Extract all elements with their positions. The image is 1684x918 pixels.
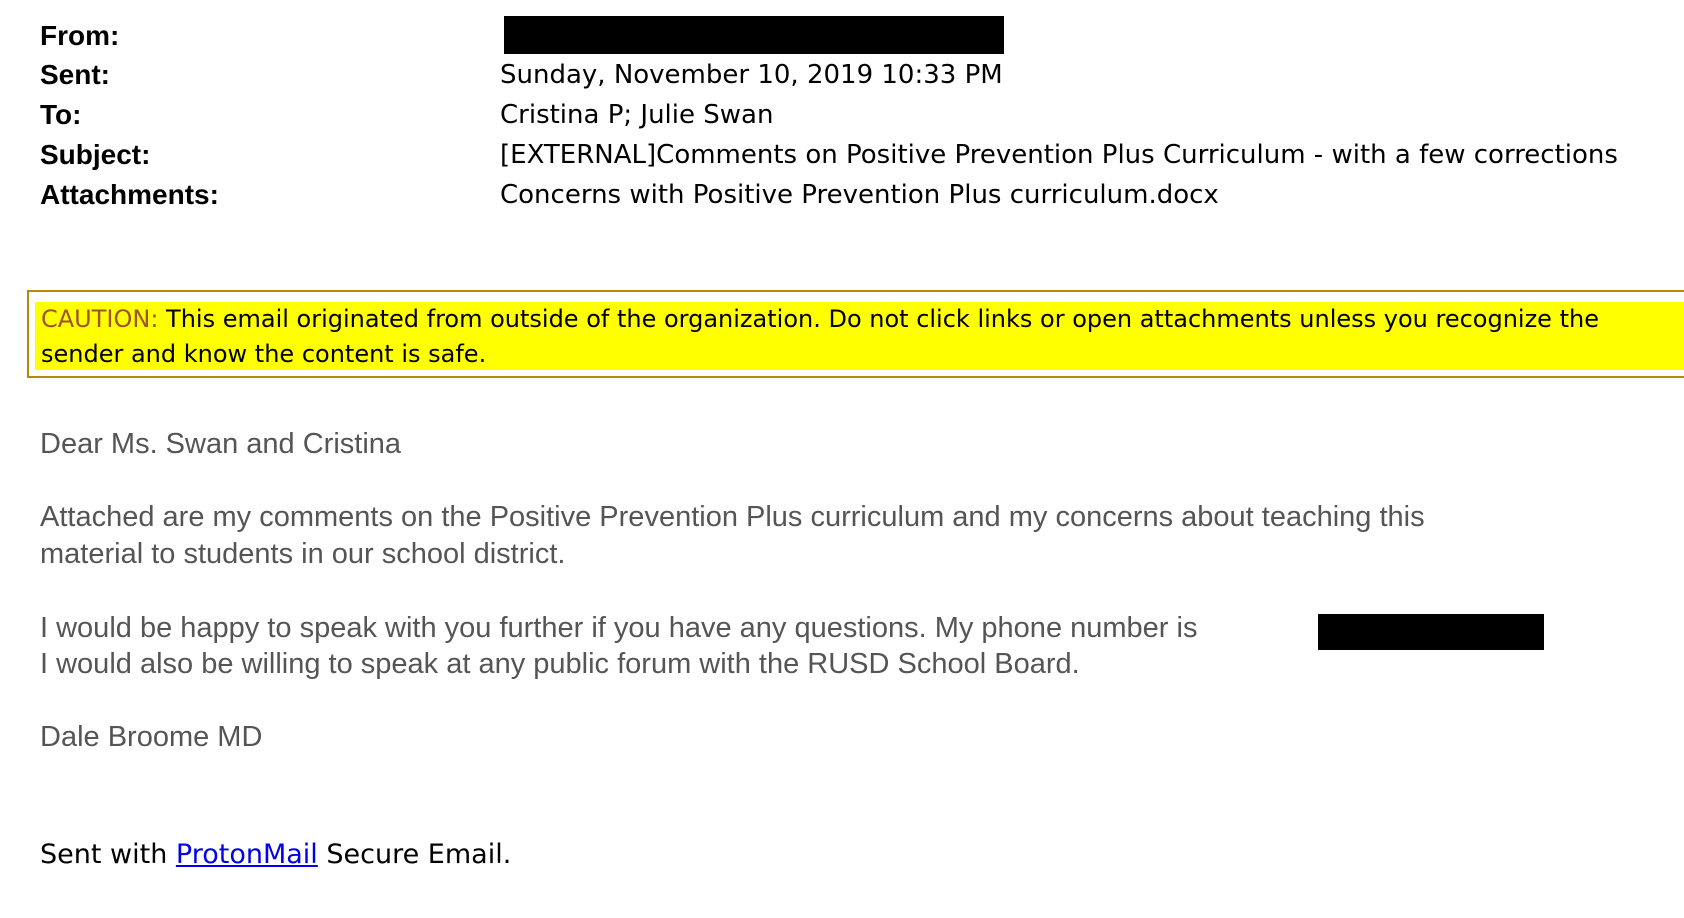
paragraph-2-line-1: I would be happy to speak with you further if you have any questions. My phone number is <box>40 612 1198 644</box>
to-value: Cristina P; Julie Swan <box>500 100 774 130</box>
paragraph-1-line-1: Attached are my comments on the Positive Prevention Plus curriculum and my concerns about teaching this <box>40 501 1425 533</box>
attachment-file[interactable]: Concerns with Positive Prevention Plus curriculum.docx <box>500 180 1219 210</box>
signoff: Dale Broome MD <box>40 721 263 753</box>
protonmail-signature <box>40 835 511 875</box>
phone-redaction <box>1318 614 1544 650</box>
signature-prefix: Sent with <box>40 839 176 870</box>
attachments-label: Attachments: <box>40 179 219 210</box>
caution-body: This email originated from outside of the organization. Do not click links or open attachments unless you recognize the sender and know the content is safe. <box>41 305 1599 368</box>
protonmail-link[interactable]: ProtonMail <box>175 839 318 870</box>
from-label: From: <box>40 20 120 51</box>
subject-value: [EXTERNAL]Comments on Positive Prevention Plus Curriculum - with a few corrections <box>500 140 1618 170</box>
caution-message <box>41 302 1671 372</box>
to-label: To: <box>40 99 82 130</box>
caution-label: CAUTION: <box>41 305 159 333</box>
paragraph-1-line-2: material to students in our school district. <box>40 538 566 570</box>
signature-suffix: Secure Email. <box>317 839 512 870</box>
greeting: Dear Ms. Swan and Cristina <box>40 428 402 460</box>
sent-value: Sunday, November 10, 2019 10:33 PM <box>500 60 1003 90</box>
paragraph-2-line-2: I would also be willing to speak at any public forum with the RUSD School Board. <box>40 648 1080 680</box>
subject-label: Subject: <box>40 139 151 170</box>
caution-banner <box>27 290 1684 378</box>
from-redaction <box>504 16 1004 54</box>
sent-label: Sent: <box>40 59 110 90</box>
